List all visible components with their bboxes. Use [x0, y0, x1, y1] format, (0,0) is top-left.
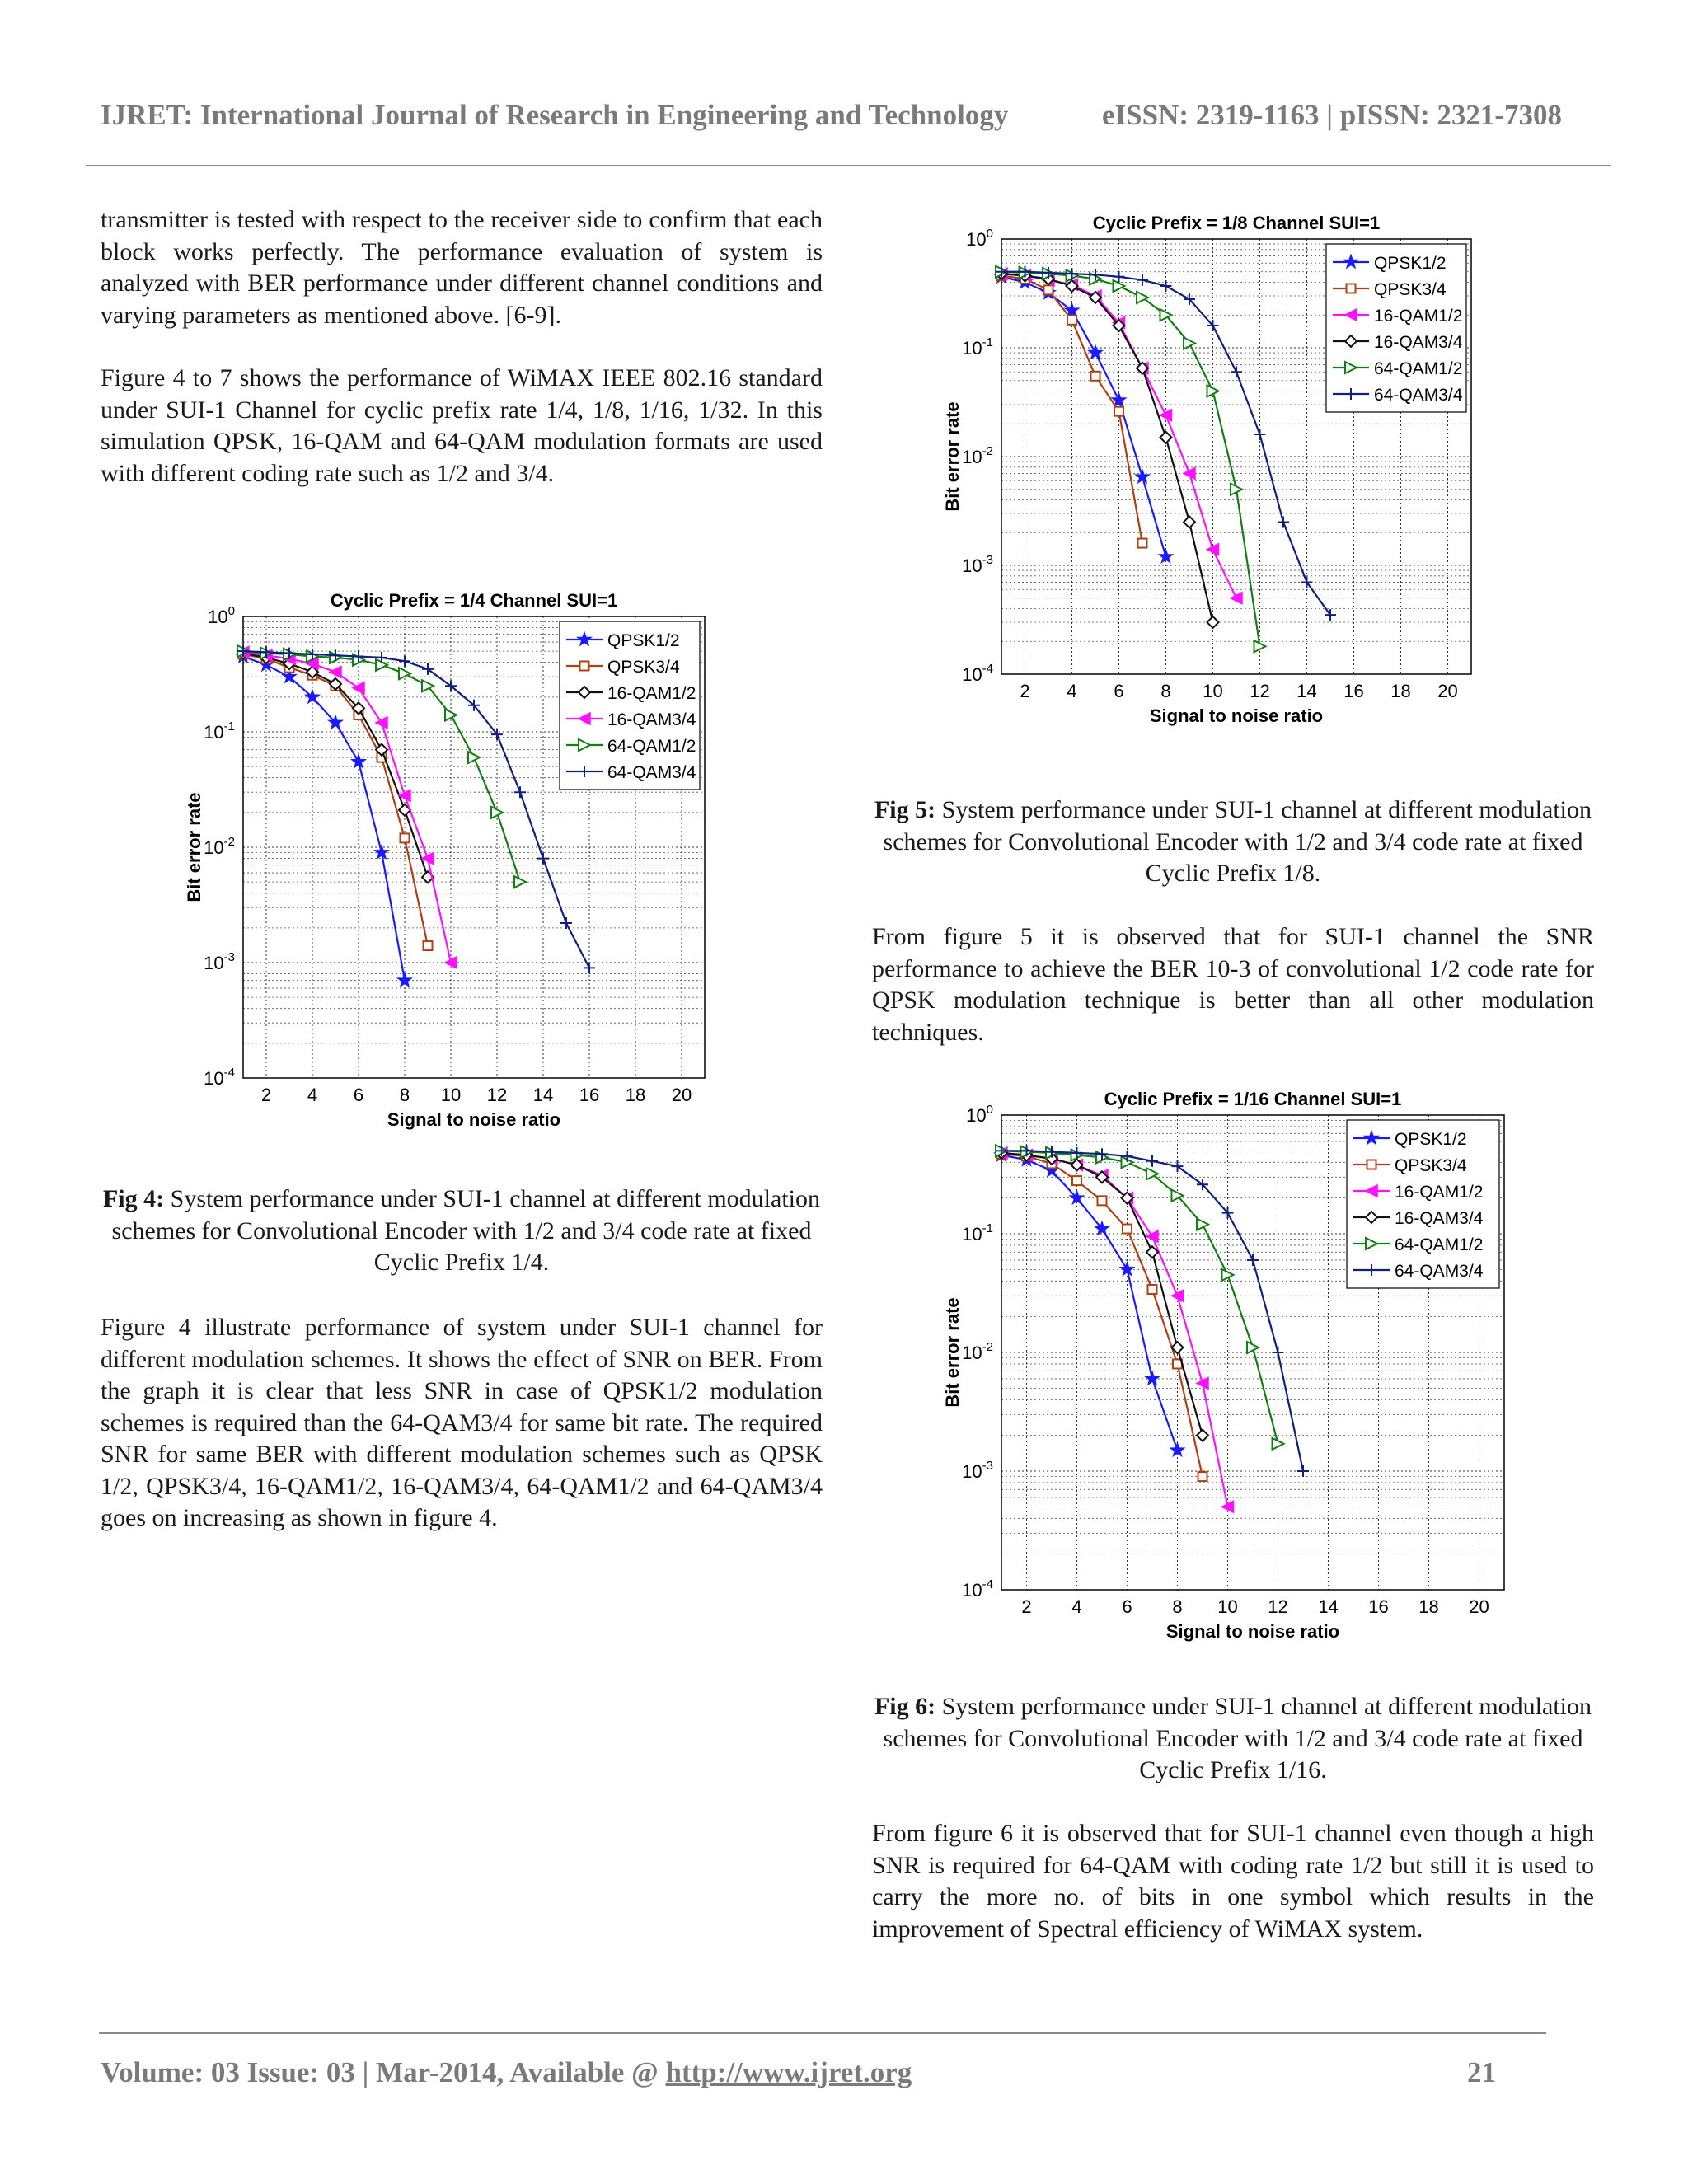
y-tick-label: $10^{-3}$ [204, 950, 235, 973]
chart-title: Cyclic Prefix = 1/16 Channel SUI=1 [1104, 1089, 1402, 1109]
figure-6-caption [872, 1691, 1594, 1787]
figure-6-chart [935, 1082, 1529, 1651]
x-tick-label: 14 [532, 1085, 554, 1105]
caption-label: Fig 6: [874, 1693, 936, 1720]
y-axis-label: Bit error rate [184, 792, 204, 902]
legend-label: 64-QAM3/4 [1395, 1262, 1484, 1281]
x-tick-label: 20 [671, 1085, 692, 1105]
legend-label: 64-QAM1/2 [607, 737, 696, 756]
legend-label: 64-QAM3/4 [1374, 386, 1463, 405]
x-tick-label: 12 [486, 1085, 508, 1105]
figure-5-caption [872, 794, 1594, 890]
y-tick-label: $10^{-2}$ [204, 835, 235, 858]
y-tick-label: $10^{-1}$ [962, 1221, 993, 1244]
data-point [1098, 1196, 1107, 1205]
legend-label: QPSK1/2 [1374, 254, 1447, 273]
paragraph: Figure 4 to 7 shows the performance of WiMAX IEEE 802.16 standard under SUI-1 Channel for cyclic prefix rate 1/4, 1/8, 1/16, 1/32. In this simulation QPSK, 16-QAM and 64-QAM modulation formats are used with different coding rate such as 1/2 and 3/4. [101, 364, 823, 487]
x-tick-label: 12 [1250, 681, 1270, 701]
x-tick-label: 10 [1203, 681, 1223, 701]
x-tick-label: 2 [260, 1085, 272, 1105]
x-tick-label: 14 [1318, 1596, 1339, 1617]
y-axis-label: Bit error rate [942, 401, 963, 512]
x-tick-label: 8 [399, 1085, 410, 1105]
y-tick-label: $10^{-4}$ [962, 1577, 993, 1601]
legend-label: QPSK1/2 [1395, 1130, 1467, 1149]
x-tick-label: 16 [1343, 681, 1364, 701]
x-tick-label: 8 [1160, 681, 1171, 701]
x-tick-label: 12 [1268, 1596, 1288, 1617]
caption-text: System performance under SUI-1 channel at different modulation schemes for Convolutional Encoder with 1/2 and 3/4 code rate at fixed Cyclic Prefix 1/4. [111, 1185, 821, 1276]
running-header [101, 99, 1592, 132]
x-tick-label: 10 [440, 1085, 462, 1105]
x-axis-label: Signal to noise ratio [387, 1109, 561, 1130]
journal-title: IJRET: International Journal of Research in Engineering and Technology [101, 99, 1009, 131]
y-tick-label: $10^{-4}$ [204, 1066, 235, 1089]
left-column [101, 204, 823, 521]
x-tick-label: 4 [307, 1085, 318, 1105]
legend-marker [1347, 284, 1356, 293]
data-point [401, 833, 410, 842]
legend-label: 16-QAM3/4 [607, 710, 696, 729]
legend-label: QPSK1/2 [607, 631, 680, 650]
y-tick-label: $10^{-3}$ [962, 1459, 993, 1482]
figure-5-chart [935, 206, 1496, 742]
legend-label: 64-QAM3/4 [607, 763, 696, 782]
data-point [1198, 1472, 1207, 1481]
caption-text: System performance under SUI-1 channel at different modulation schemes for Convolutional Encoder with 1/2 and 3/4 code rate at fixed Cyclic Prefix 1/16. [883, 1693, 1592, 1783]
data-point [424, 941, 433, 950]
caption-text: System performance under SUI-1 channel at different modulation schemes for Convolutional Encoder with 1/2 and 3/4 code rate at fixed Cyclic Prefix 1/8. [883, 796, 1592, 887]
y-tick-label: $10^{-2}$ [962, 444, 993, 467]
paragraph: Figure 4 illustrate performance of system under SUI-1 channel for different modulation schemes. It shows the effect of SNR on BER. From the graph it is clear that less SNR in case of QPSK1/2 modulation schemes is required than the 64-QAM3/4 for same bit rate. The required SNR for same BER with different modulation schemes such as QPSK 1/2, QPSK3/4, 16-QAM1/2, 16-QAM3/4, 64-QAM1/2 and 64-QAM3/4 goes on increasing as shown in figure 4. [101, 1314, 823, 1531]
x-tick-label: 18 [1390, 681, 1411, 701]
legend-label: 16-QAM3/4 [1395, 1209, 1484, 1228]
x-tick-label: 18 [625, 1085, 646, 1105]
y-tick-label: $10^{-3}$ [962, 553, 993, 576]
legend-label: 64-QAM1/2 [1374, 359, 1463, 378]
y-tick-label: $10^0$ [966, 227, 993, 250]
x-tick-label: 6 [1114, 681, 1124, 701]
legend-marker [580, 662, 589, 671]
x-axis-label: Signal to noise ratio [1149, 705, 1324, 726]
y-axis-label: Bit error rate [942, 1297, 963, 1408]
x-tick-label: 2 [1021, 1596, 1032, 1617]
legend-label: QPSK3/4 [607, 658, 680, 677]
x-tick-label: 10 [1217, 1596, 1238, 1617]
x-tick-label: 4 [1067, 681, 1077, 701]
legend-label: QPSK3/4 [1395, 1156, 1467, 1175]
running-footer [101, 2056, 1502, 2089]
figure-4-chart [177, 583, 729, 1144]
figure-4-caption [101, 1183, 823, 1279]
chart-title: Cyclic Prefix = 1/4 Channel SUI=1 [330, 590, 618, 611]
caption-label: Fig 4: [102, 1185, 165, 1212]
y-tick-label: $10^0$ [966, 1103, 993, 1126]
data-point [1114, 407, 1123, 416]
footer-rule [99, 2032, 1546, 2034]
x-axis-label: Signal to noise ratio [1165, 1621, 1340, 1642]
x-tick-label: 8 [1172, 1596, 1183, 1617]
data-point [1138, 539, 1147, 548]
legend-label: QPSK3/4 [1374, 280, 1447, 299]
x-tick-label: 18 [1418, 1596, 1439, 1617]
legend-label: 16-QAM1/2 [1374, 307, 1463, 326]
x-tick-label: 20 [1437, 681, 1458, 701]
x-tick-label: 4 [1071, 1596, 1082, 1617]
data-point [1091, 372, 1100, 381]
x-tick-label: 16 [579, 1085, 600, 1105]
y-tick-label: $10^{-4}$ [962, 662, 993, 685]
caption-label: Fig 5: [874, 796, 936, 823]
paragraph: From figure 5 it is observed that for SUI-1 channel the SNR performance to achieve the BER 10-3 of convolutional 1/2 code rate for QPSK modulation technique is better than all other modulation techniques. [872, 923, 1594, 1046]
chart-title: Cyclic Prefix = 1/8 Channel SUI=1 [1092, 213, 1381, 233]
y-tick-label: $10^{-1}$ [962, 335, 993, 359]
legend-marker [1367, 1160, 1376, 1169]
x-tick-label: 14 [1296, 681, 1317, 701]
paragraph: From figure 6 it is observed that for SUI-1 channel even though a high SNR is required for 64-QAM with coding rate 1/2 but still it is used to carry the more no. of bits in one symbol which results in the improvement of Spectral efficiency of WiMAX system. [872, 1820, 1594, 1943]
page-number: 21 [1467, 2056, 1496, 2088]
legend-label: 16-QAM1/2 [1395, 1183, 1484, 1202]
left-column-lower [101, 1312, 823, 1566]
x-tick-label: 2 [1020, 681, 1030, 701]
volume-info: Volume: 03 Issue: 03 | Mar-2014, Available @ [101, 2056, 666, 2088]
data-point [1044, 285, 1053, 294]
x-tick-label: 16 [1368, 1596, 1389, 1617]
y-tick-label: $10^{-1}$ [204, 719, 235, 743]
header-rule [86, 165, 1611, 166]
data-point [1123, 1225, 1132, 1234]
x-tick-label: 20 [1469, 1596, 1489, 1617]
x-tick-label: 6 [1122, 1596, 1132, 1617]
x-tick-label: 6 [353, 1085, 364, 1105]
right-column [872, 921, 1594, 1080]
journal-link[interactable]: http://www.ijret.org [665, 2056, 912, 2088]
y-tick-label: $10^0$ [208, 604, 235, 627]
legend-label: 16-QAM3/4 [1374, 333, 1463, 352]
y-tick-label: $10^{-2}$ [962, 1340, 993, 1363]
legend-label: 64-QAM1/2 [1395, 1235, 1484, 1254]
paragraph: transmitter is tested with respect to the receiver side to confirm that each block works perfectly. The performance evaluation of system is analyzed with BER performance under different channel conditions and varying parameters as mentioned above. [6-9]. [101, 206, 823, 329]
data-point [1067, 316, 1076, 325]
legend-label: 16-QAM1/2 [607, 684, 696, 703]
data-point [1072, 1176, 1081, 1185]
right-column-lower [872, 1818, 1594, 1976]
data-point [1148, 1285, 1157, 1294]
issn-info: eISSN: 2319-1163 | pISSN: 2321-7308 [1102, 99, 1563, 131]
